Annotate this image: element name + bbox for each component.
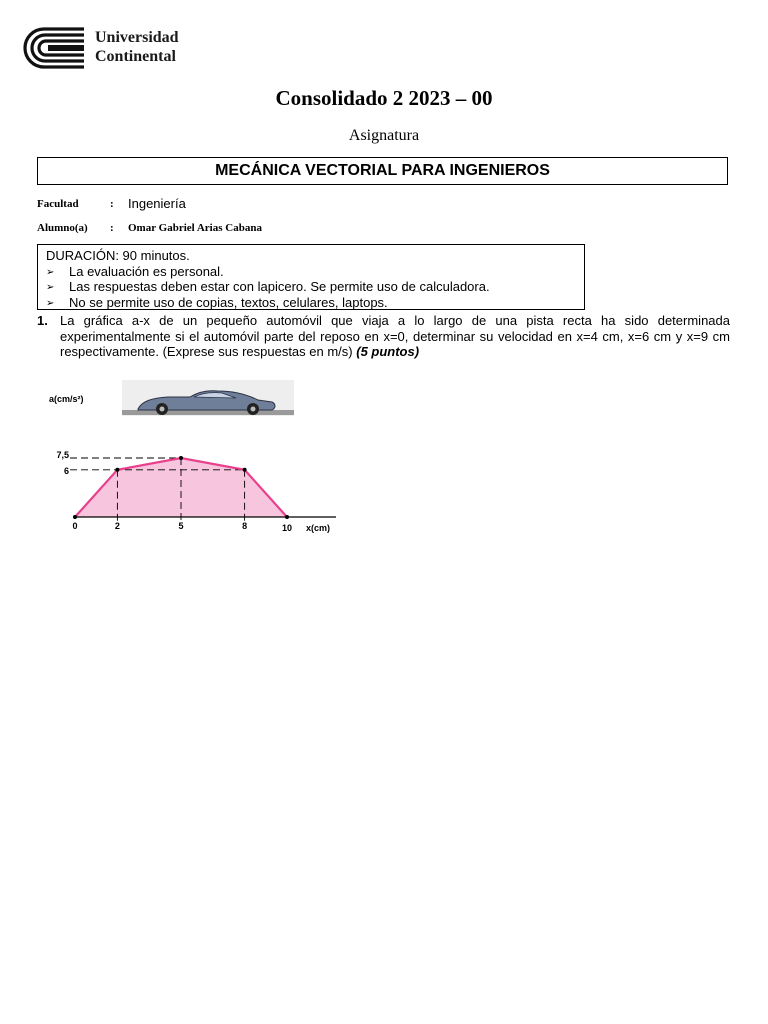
- x-axis-label: x(cm): [306, 523, 331, 533]
- data-point: [179, 456, 183, 460]
- x-tick-label: 8: [242, 521, 248, 531]
- question-points: (5 puntos): [356, 344, 420, 359]
- data-point: [243, 468, 247, 472]
- course-name-box: [37, 157, 728, 185]
- document-title: Consolidado 2 2023 – 00: [275, 86, 493, 110]
- car-illustration: [122, 380, 294, 416]
- y-tick-labels: [56, 450, 69, 476]
- y-tick-label: 7,5: [56, 450, 69, 460]
- y-tick-label: 6: [63, 465, 69, 476]
- question-number: 1.: [37, 313, 48, 328]
- question-text: La gráfica a-x de un pequeño automóvil que viaja a lo largo de una pista recta ha sido determinada experimentalmente si el automóvil parte del reposo en x=0, determinar su velocidad en x=4 cm, x=6 cm y x=9 cm respectivamente. (Exprese sus respuestas en m/s): [60, 313, 730, 359]
- university-logo: [22, 26, 86, 70]
- course-name: MECÁNICA VECTORIAL PARA INGENIEROS: [215, 162, 550, 179]
- arrow-bullet-icon: ➢: [46, 282, 55, 293]
- figure-a-x: [40, 378, 350, 543]
- university-name-line1: Universidad: [95, 29, 179, 46]
- data-point: [285, 515, 289, 519]
- university-name-line2: Continental: [95, 48, 176, 65]
- data-point: [115, 468, 119, 472]
- student-value: Omar Gabriel Arias Cabana: [128, 222, 262, 234]
- arrow-bullet-icon: ➢: [46, 266, 55, 278]
- rule-text: Las respuestas deben estar con lapicero. Se permite uso de calculadora.: [69, 279, 490, 294]
- x-tick-label: 0: [72, 521, 78, 531]
- question-1: [37, 313, 730, 360]
- x-tick-label: 10: [281, 523, 293, 533]
- rule-item: [46, 279, 584, 295]
- x-tick-labels: [72, 521, 292, 533]
- subject-label: Asignatura: [348, 127, 420, 144]
- x-tick-label: 2: [114, 521, 120, 531]
- arrow-bullet-icon: ➢: [46, 297, 55, 309]
- question-text-block: [60, 313, 730, 360]
- rules-box: [37, 244, 585, 310]
- university-name: [95, 28, 179, 66]
- student-label: Alumno(a): [37, 222, 88, 234]
- faculty-value: Ingeniería: [128, 196, 186, 211]
- rule-item: [46, 295, 584, 311]
- rule-item: [46, 264, 584, 280]
- x-tick-label: 5: [178, 521, 184, 531]
- duration-text: DURACIÓN: 90 minutos.: [46, 248, 190, 263]
- data-point: [73, 515, 77, 519]
- rule-text: La evaluación es personal.: [69, 263, 224, 279]
- faculty-label: Facultad: [37, 198, 79, 210]
- rule-text: No se permite uso de copias, textos, celulares, laptops.: [69, 294, 388, 310]
- y-axis-label: a(cm/s²): [49, 394, 84, 404]
- faculty-colon: :: [110, 198, 114, 210]
- student-colon: :: [110, 222, 114, 234]
